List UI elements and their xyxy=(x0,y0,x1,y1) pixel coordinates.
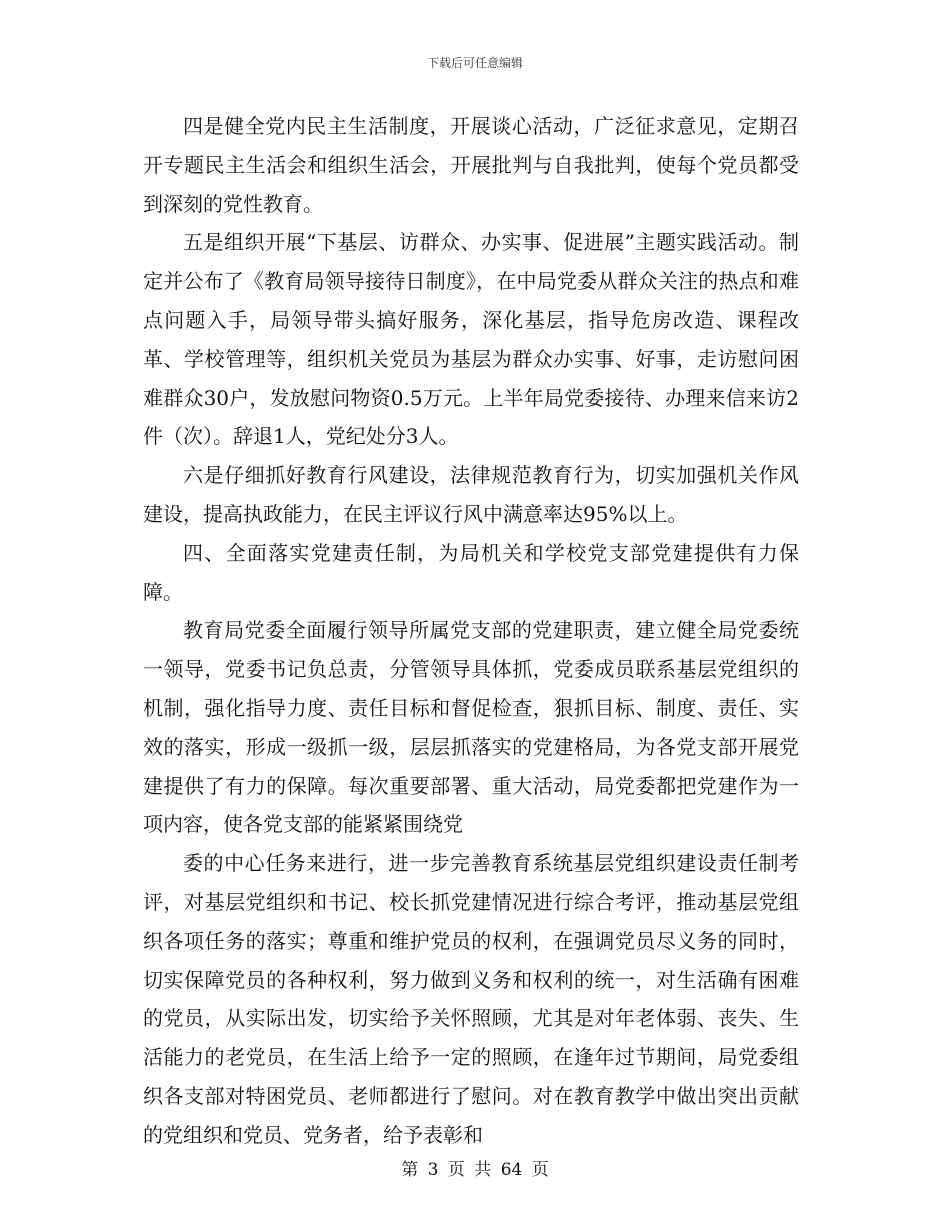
paragraph-central-task: 委的中心任务来进行，进一步完善教育系统基层党组织建设责任制考评，对基层党组织和书记、校长抓党建情况进行综合考评，推动基层党组织各项任务的落实；尊重和维护党员的权利，在强调党员尽义务的同时，切实保障党员的各种权利，努力做到义务和权利的统一，对生活确有困难的党员，从实际出发，切实给予关怀照顾，尤其是对年老体弱、丧失、生活能力的老党员，在生活上给予一定的照顾，在逢年过节期间，局党委组织各支部对特困党员、老师都进行了慰问。对在教育教学中做出突出贡献的党组织和党员、党务者，给予表彰和 xyxy=(143,851,799,1147)
paragraph-practice-activity: 五是组织开展“下基层、访群众、办实事、促进展”主题实践活动。制定并公布了《教育局领导接待日制度》，在中局党委从群众关注的热点和难点问题入手，局领导带头搞好服务，深化基层，指导危房改造、课程改革、学校管理等，组织机关党员为基层为群众办实事、好事，走访慰问困难群众30户，发放慰问物资0.5万元。上半年局党委接待、办理来信来访2件（次）。辞退1人，党纪处分3人。 xyxy=(143,230,799,449)
document-body xyxy=(143,107,799,1155)
paragraph-democratic-life: 四是健全党内民主生活制度，开展谈心活动，广泛征求意见，定期召开专题民主生活会和组织生活会，开展批判与自我批判，使每个党员都受到深刻的党性教育。 xyxy=(143,114,799,216)
paragraph-party-committee-duties: 教育局党委全面履行领导所属党支部的党建职责，建立健全局党委统一领导，党委书记负总责，分管领导具体抓，党委成员联系基层党组织的机制，强化指导力度、责任目标和督促检查，狠抓目标、制度、责任、实效的落实，形成一级抓一级，层层抓落实的党建格局，为各党支部开展党建提供了有力的保障。每次重要部署、重大活动，局党委都把党建作为一项内容，使各党支部的能紧紧围绕党 xyxy=(143,618,799,837)
section-heading-responsibility: 四、全面落实党建责任制，为局机关和学校党支部党建提供有力保障。 xyxy=(143,540,799,604)
page-footer: 第 3 页 共 64 页 xyxy=(401,1160,549,1180)
paragraph-conduct-building: 六是仔细抓好教育行风建设，法律规范教育行为，切实加强机关作风建设，提高执政能力，在民主评议行风中满意率达95%以上。 xyxy=(143,463,799,526)
page-header: 下载后可任意编辑 xyxy=(426,56,523,70)
